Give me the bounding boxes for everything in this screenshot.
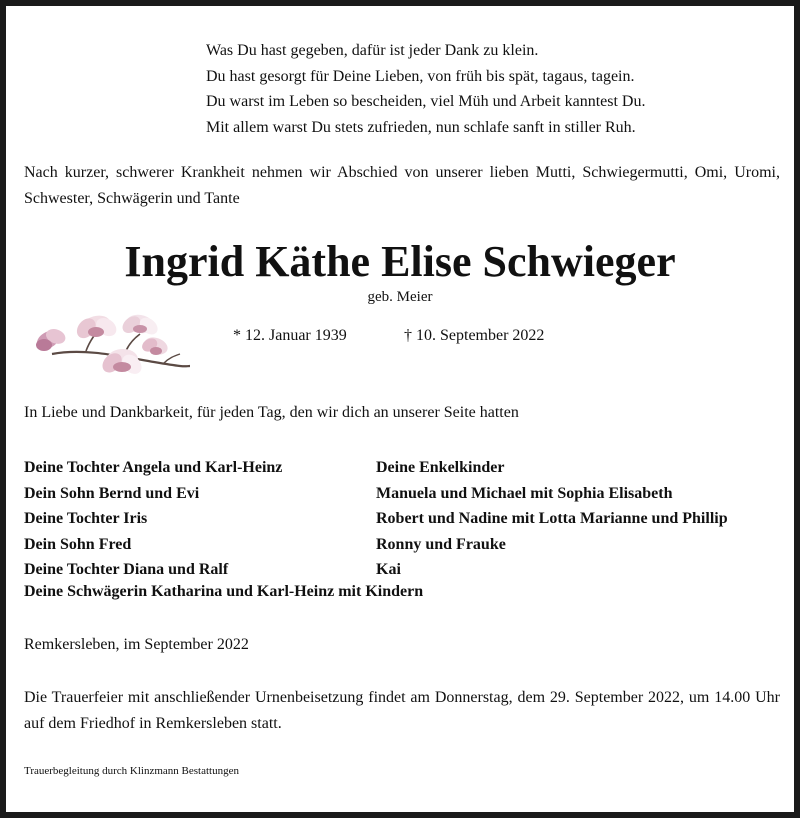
death-date: † 10. September 2022 xyxy=(404,327,545,344)
mourner-entry: Ronny und Frauke xyxy=(376,535,506,553)
deceased-name: Ingrid Käthe Elise Schwieger xyxy=(124,237,676,286)
mourner-entry: Manuela und Michael mit Sophia Elisabeth xyxy=(376,484,673,502)
farewell-intro: Nach kurzer, schwerer Krankheit nehmen wir Abschied von unserer lieben Mutti, Schwiegermutti, Omi, Uromi, Schwester, Schwägerin und Tante xyxy=(24,164,780,207)
maiden-name: geb. Meier xyxy=(367,289,433,305)
mourner-entry: Robert und Nadine mit Lotta Marianne und Phillip xyxy=(376,510,728,527)
funeral-service-info: Die Trauerfeier mit anschließender Urnenbeisetzung findet am Donnerstag, dem 29. September 2022, um 14.00 Uhr auf dem Friedhof in Remkersleben statt. xyxy=(24,689,780,732)
poem-line: Du warst im Leben so bescheiden, viel Müh und Arbeit kanntest Du. xyxy=(206,93,646,110)
mourner-entry: Dein Sohn Bernd und Evi xyxy=(24,484,200,502)
gratitude-line: In Liebe und Dankbarkeit, für jeden Tag, den wir dich an unserer Seite hatten xyxy=(24,404,519,421)
mourner-entry: Deine Tochter Diana und Ralf xyxy=(24,561,229,578)
poem-line: Du hast gesorgt für Deine Lieben, von früh bis spät, tagaus, tagein. xyxy=(206,67,635,85)
poem-line: Was Du hast gegeben, dafür ist jeder Dank zu klein. xyxy=(206,42,539,59)
mourner-entry: Deine Tochter Iris xyxy=(24,510,148,527)
mourner-entry: Kai xyxy=(376,561,401,578)
mourners-left-column xyxy=(24,455,282,583)
memorial-poem xyxy=(206,38,645,140)
mourner-entry: Deine Enkelkinder xyxy=(376,459,505,476)
undertaker-credit: Trauerbegleitung durch Klinzmann Bestattungen xyxy=(24,765,239,777)
poem-line: Mit allem warst Du stets zufrieden, nun schlafe sanft in stiller Ruh. xyxy=(206,118,636,136)
mourner-entry: Deine Tochter Angela und Karl-Heinz xyxy=(24,459,283,476)
birth-date: * 12. Januar 1939 xyxy=(233,327,347,344)
mourner-entry: Dein Sohn Fred xyxy=(24,535,132,553)
mourners-right-column xyxy=(376,455,728,583)
place-date: Remkersleben, im September 2022 xyxy=(24,636,249,653)
magnolia-branch-icon xyxy=(24,296,194,388)
mourner-inlaw: Deine Schwägerin Katharina und Karl-Heinz mit Kindern xyxy=(24,583,424,600)
